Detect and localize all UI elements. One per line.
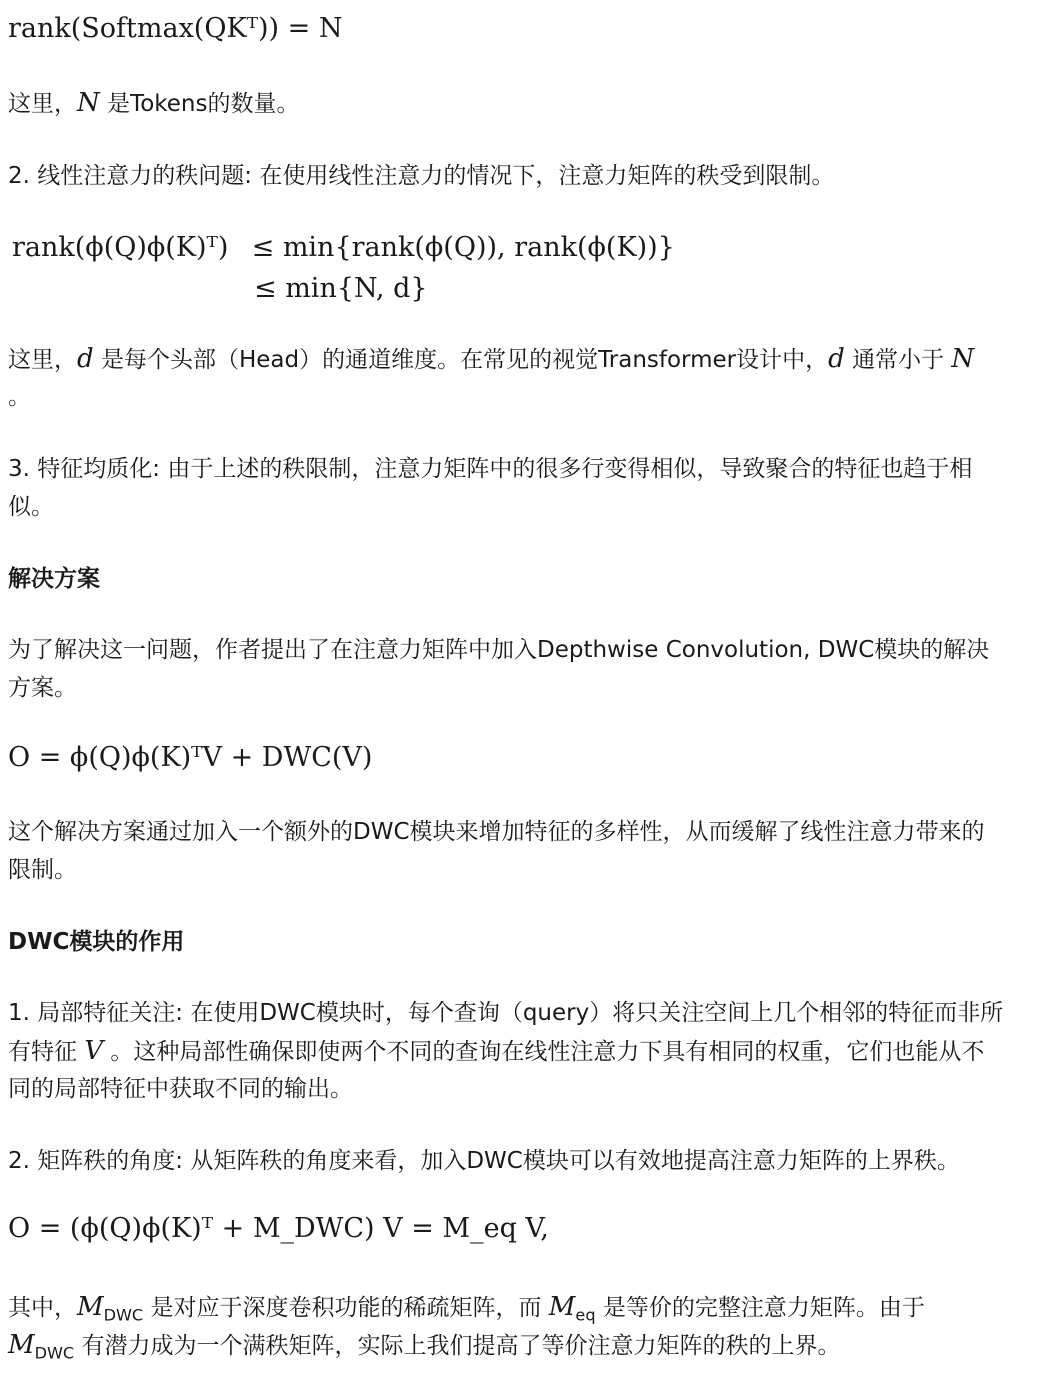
heading-dwc-role: DWC模块的作用: [8, 929, 185, 955]
equation-linear-rank-line1: rank(ϕ(Q)ϕ(K)ᵀ) ≤ min{rank(ϕ(Q)), rank(ϕ(K))}: [12, 232, 675, 263]
paragraph-feature-homogenization-line2: 似。: [8, 494, 54, 520]
paragraph-solution-line1: 为了解决这一问题，作者提出了在注意力矩阵中加入Depthwise Convolution, DWC模块的解决: [8, 637, 990, 663]
paragraph-mdwc-line1: 其中，$M_{DWC}$ 是对应于深度卷积功能的稀疏矩阵，而 $M_{eq}$ 是等价的完整注意力矩阵。由于: [8, 1292, 925, 1325]
paragraph-local-feature-line1: 1. 局部特征关注: 在使用DWC模块时，每个查询（query）将只关注空间上几个相邻的特征而非所: [8, 1000, 1004, 1026]
equation-dwc: O = ϕ(Q)ϕ(K)ᵀV + DWC(V): [8, 742, 373, 773]
paragraph-local-feature-line2: 有特征 V 。这种局部性确保即使两个不同的查询在线性注意力下具有相同的权重，它们也能从不: [8, 1036, 985, 1066]
heading-solution: 解决方案: [8, 566, 100, 592]
paragraph-mdwc-line2: $M_{DWC}$ 有潜力成为一个满秩矩阵，实际上我们提高了等价注意力矩阵的秩的上界。: [8, 1330, 841, 1363]
paragraph-where-n: 这里，N 是Tokens的数量。: [8, 88, 300, 118]
paragraph-feature-homogenization-line1: 3. 特征均质化: 由于上述的秩限制，注意力矩阵中的很多行变得相似，导致聚合的特征也趋于相: [8, 456, 973, 482]
paragraph-dwc-diversity-line1: 这个解决方案通过加入一个额外的DWC模块来增加特征的多样性，从而缓解了线性注意力带来的: [8, 819, 985, 845]
paragraph-local-feature-line3: 同的局部特征中获取不同的输出。: [8, 1076, 353, 1102]
equation-linear-rank-line2: ≤ min{N, d}: [254, 273, 428, 304]
paragraph-where-d: 这里，d 是每个头部（Head）的通道维度。在常见的视觉Transformer设计中，d 通常小于 N: [8, 344, 975, 374]
equation-meq: O = (ϕ(Q)ϕ(K)ᵀ + M_DWC) V = M_eq V,: [8, 1213, 549, 1244]
paragraph-where-d-tail: 。: [8, 384, 31, 410]
paragraph-dwc-diversity-line2: 限制。: [8, 857, 77, 883]
paragraph-linear-rank-issue: 2. 线性注意力的秩问题: 在使用线性注意力的情况下，注意力矩阵的秩受到限制。: [8, 163, 835, 189]
paragraph-solution-line2: 方案。: [8, 675, 77, 701]
equation-rank-softmax: rank(Softmax(QKᵀ)) = N: [8, 13, 343, 44]
paragraph-matrix-rank: 2. 矩阵秩的角度: 从矩阵秩的角度来看，加入DWC模块可以有效地提高注意力矩阵的上界秩。: [8, 1148, 960, 1174]
